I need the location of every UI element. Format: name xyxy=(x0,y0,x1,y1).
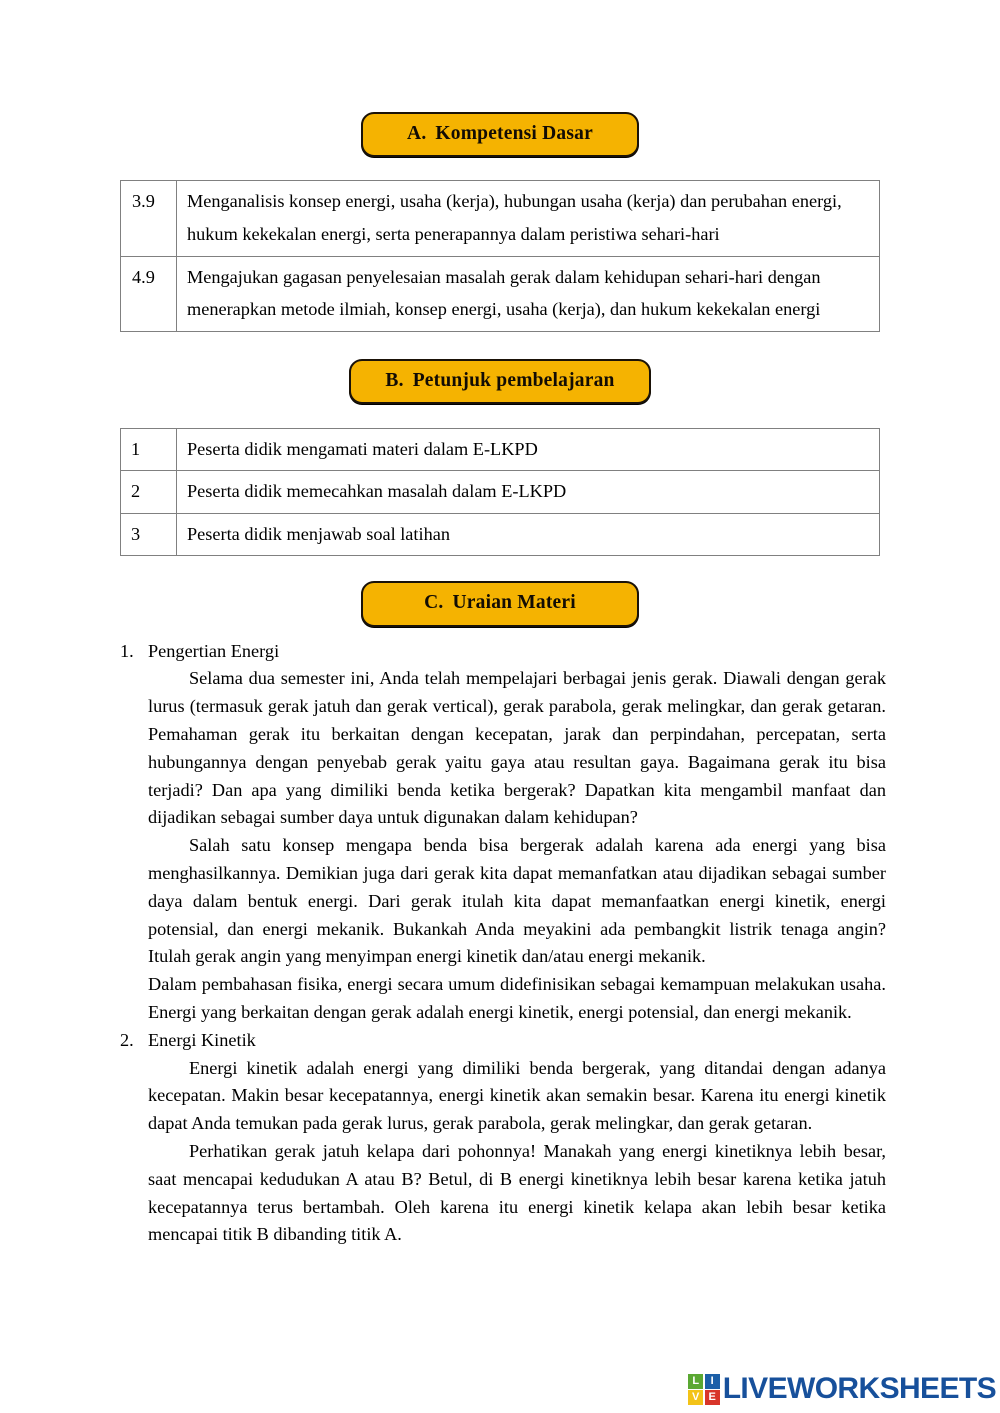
materi-item-1-paragraph-2: Salah satu konsep mengapa benda bisa bergerak adalah karena ada energi yang bisa menghasilkannya. Demikian juga dari gerak kita dapat memanfatkan atau dijadikan sebagai sumber daya dalam bentuk energi. Dari gerak itulah kita dapat memanfaatkan energi kinetik, energi potensial, dan energi mekanik. Bukankah Anda meyakini ada pembangkit listrik tenaga angin? Itulah gerak angin yang menyimpan energi kinetik dan/atau energi mekanik. xyxy=(148,835,886,967)
section-title-petunjuk-pembelajaran: Petunjuk pembelajaran xyxy=(412,369,615,391)
kompetensi-dasar-table xyxy=(120,180,880,331)
section-letter-b: B. xyxy=(385,369,404,391)
kd-text-39: Menganalisis konsep energi, usaha (kerja), hubungan usaha (kerja) dan perubahan energi, hukum kekekalan energi, serta penerapannya dalam peristiwa sehari-hari xyxy=(177,181,880,256)
materi-item-1-paragraph-3: Dalam pembahasan fisika, energi secara umum didefinisikan sebagai kemampuan melakukan usaha. Energi yang berkaitan dengan gerak adalah energi kinetik, energi potensial, dan energi mekanik. xyxy=(148,974,886,1022)
liveworksheets-logo xyxy=(688,1374,996,1406)
footer xyxy=(0,1374,1000,1406)
section-header-petunjuk-wrap xyxy=(0,359,1000,404)
logo-tile-i: I xyxy=(705,1374,720,1389)
materi-item-1-paragraph-1: Selama dua semester ini, Anda telah mempelajari berbagai jenis gerak. Diawali dengan gerak lurus (termasuk gerak jatuh dan gerak vertical), gerak parabola, gerak melingkar, dan gerak getaran. Pemahaman gerak itu berkaitan dengan kecepatan, jarak dan perpindahan, percepatan, serta hubungannya dengan penyebab gerak yaitu gaya atau resultan gaya. Bagaimana gerak itu bisa terjadi? Dan apa yang dimiliki benda ketika bergerak? Dapatkan kita mengambil manfaat dan dijadikan sebagai sumber daya untuk digunakan dalam kehidupan? xyxy=(148,668,886,828)
table-row xyxy=(121,181,880,256)
petunjuk-code-3: 3 xyxy=(121,513,177,555)
table-row xyxy=(121,256,880,331)
petunjuk-code-1: 1 xyxy=(121,429,177,471)
section-header-kompetensi-dasar xyxy=(361,112,639,157)
petunjuk-code-2: 2 xyxy=(121,471,177,513)
materi-item-1-heading xyxy=(114,638,886,666)
section-title-uraian-materi: Uraian Materi xyxy=(452,592,576,614)
logo-tile-v: V xyxy=(688,1390,703,1405)
liveworksheets-logo-tiles xyxy=(688,1374,720,1406)
section-letter-c: C. xyxy=(424,592,444,614)
section-header-petunjuk-pembelajaran xyxy=(349,359,650,404)
table-row xyxy=(121,429,880,471)
logo-tile-l: L xyxy=(688,1374,703,1389)
materi-item-2-paragraph-2: Perhatikan gerak jatuh kelapa dari pohonnya! Manakah yang energi kinetiknya lebih besar, saat mencapai kedudukan A atau B? Betul, di B energi kinetiknya lebih besar karena ketika jatuh kecepatannya terus bertambah. Oleh karena itu energi kinetik kelapa akan lebih besar ketika mencapai titik B dibanding titik A. xyxy=(148,1140,886,1245)
table-row xyxy=(121,471,880,513)
logo-tile-e: E xyxy=(705,1390,720,1405)
kd-text-49: Mengajukan gagasan penyelesaian masalah gerak dalam kehidupan sehari-hari dengan menerapkan metode ilmiah, konsep energi, usaha (kerja), dan hukum kekekalan energi xyxy=(177,256,880,331)
section-letter-a: A. xyxy=(407,123,427,144)
petunjuk-text-1: Peserta didik mengamati materi dalam E-LKPD xyxy=(177,429,880,471)
section-header-uraian-materi xyxy=(361,581,639,626)
materi-item-2-paragraph-1: Energi kinetik adalah energi yang dimiliki benda bergerak, yang ditandai dengan adanya kecepatan. Makin besar kecepatannya, energi kinetik akan semakin besar. Karena itu energi kinetik dapat Anda temukan pada gerak lurus, gerak parabola, gerak melingkar, dan gerak getaran. xyxy=(148,1057,886,1134)
materi-item-2-number: 2. xyxy=(120,1029,134,1050)
section-title-kompetensi-dasar: Kompetensi Dasar xyxy=(435,123,593,144)
uraian-materi-content xyxy=(114,638,886,1250)
petunjuk-pembelajaran-table xyxy=(120,428,880,556)
petunjuk-text-3: Peserta didik menjawab soal latihan xyxy=(177,513,880,555)
section-header-uraian-materi-wrap xyxy=(0,581,1000,626)
materi-item-2-heading xyxy=(114,1027,886,1055)
table-row xyxy=(121,513,880,555)
liveworksheets-wordmark: LIVEWORKSHEETS xyxy=(722,1372,996,1406)
materi-item-1-number: 1. xyxy=(120,640,134,661)
kd-code-49: 4.9 xyxy=(121,256,177,331)
petunjuk-text-2: Peserta didik memecahkan masalah dalam E-LKPD xyxy=(177,471,880,513)
materi-item-2-title: Energi Kinetik xyxy=(148,1029,256,1050)
kd-code-39: 3.9 xyxy=(121,181,177,256)
materi-item-1-title: Pengertian Energi xyxy=(148,640,280,661)
section-header-kompetensi-dasar-wrap xyxy=(0,112,1000,157)
